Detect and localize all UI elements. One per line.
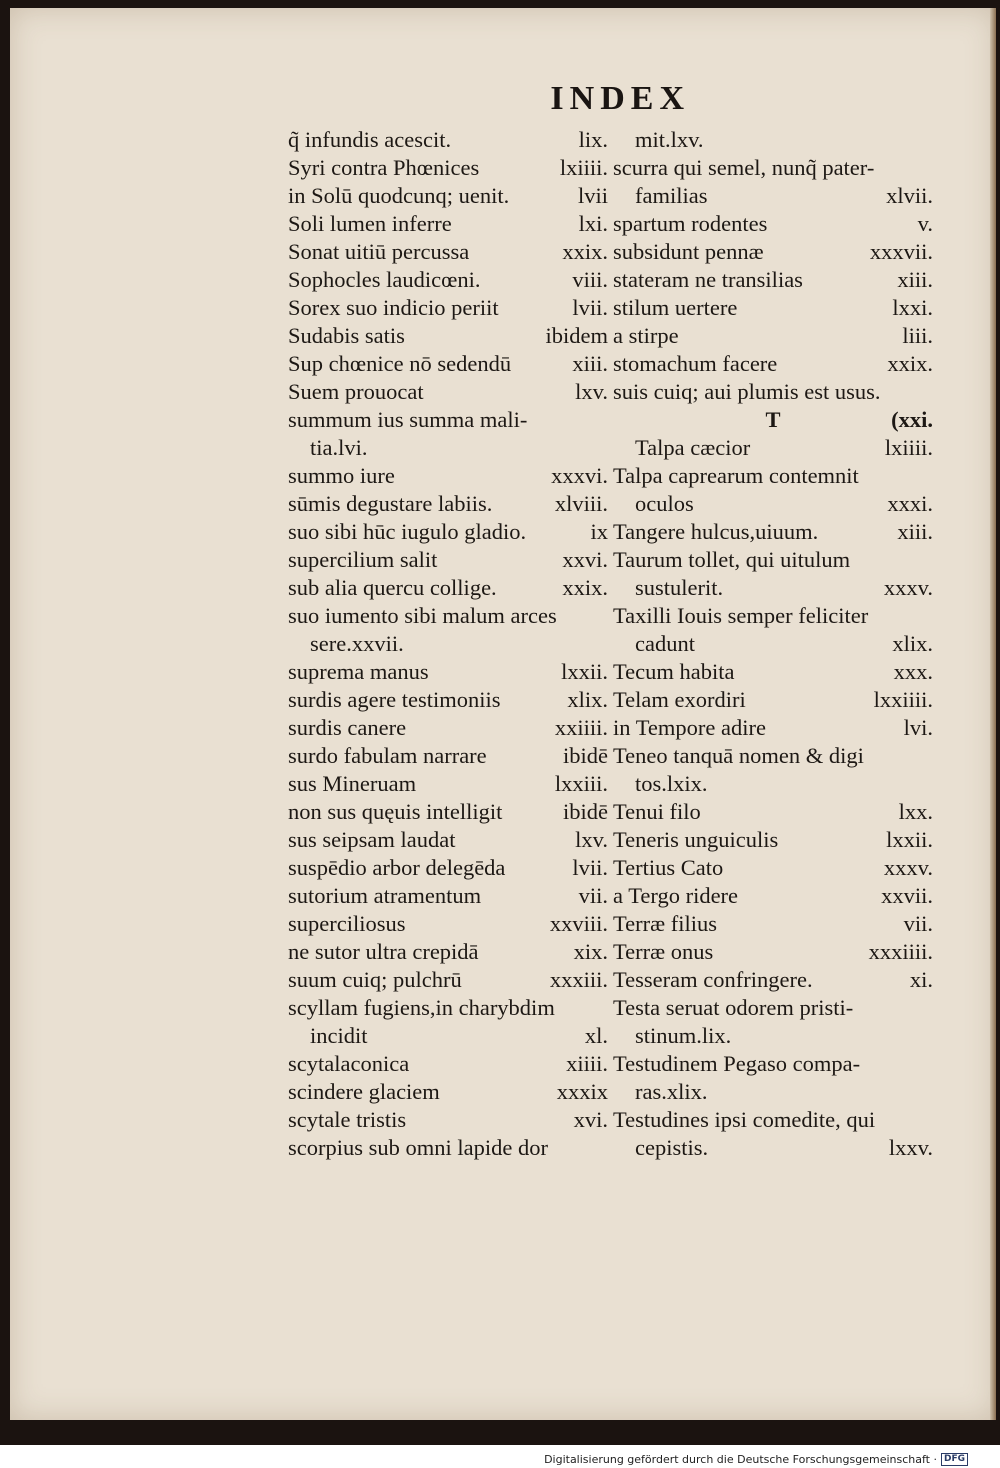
entry-text: scindere glaciem (288, 1079, 440, 1104)
index-entry (613, 350, 933, 378)
entry-text: Tenui filo (613, 799, 701, 824)
entry-text: a Tergo ridere (613, 883, 739, 908)
index-entry (288, 182, 608, 210)
entry-text: Testa seruat odorem pristi- (613, 995, 854, 1020)
index-entry (288, 238, 608, 266)
entry-text: Syri contra Phœnices (288, 155, 480, 180)
entry-ref: xxxix (556, 1079, 608, 1104)
entry-text: tos.lxix. (635, 771, 708, 796)
entry-text: summum ius summa mali- (288, 407, 528, 432)
entry-ref: xiii. (572, 351, 608, 376)
page-edge (990, 8, 996, 1420)
dfg-logo: DFG (941, 1453, 968, 1466)
index-entry (288, 882, 608, 910)
entry-ref: lvii. (572, 855, 608, 880)
entry-text: Sup chœnice nō sedendū (288, 351, 512, 376)
entry-ref: v. (917, 211, 933, 236)
entry-text: sub alia quercu collige. (288, 575, 497, 600)
index-entry (288, 826, 608, 854)
entry-text: Terræ onus (613, 939, 714, 964)
entry-text: scytale tristis (288, 1107, 407, 1132)
entry-ref: lvii (577, 183, 608, 208)
entry-text: stinum.lix. (635, 1023, 732, 1048)
index-entry (613, 518, 933, 546)
index-entry (613, 1050, 933, 1078)
entry-text: oculos (635, 491, 694, 516)
entry-ref: xlix. (567, 687, 608, 712)
entry-text: in Tempore adire (613, 715, 766, 740)
entry-text: Teneris unguiculis (613, 827, 779, 852)
entry-ref: lxi. (578, 211, 608, 236)
index-entry (288, 994, 608, 1022)
entry-text: Tangere hulcus,uiuum. (613, 519, 819, 544)
entry-text: suspēdio arbor delegēda (288, 855, 506, 880)
index-entry (288, 378, 608, 406)
entry-text: scyllam fugiens,in charybdim (288, 995, 555, 1020)
entry-ref: xxxvi. (551, 463, 608, 488)
entry-ref: xlviii. (554, 491, 608, 516)
entry-text: Sorex suo indicio periit (288, 295, 499, 320)
entry-text: subsidunt pennæ (613, 239, 764, 264)
entry-ref: xl. (584, 1023, 608, 1048)
index-entry (288, 658, 608, 686)
index-entry (288, 770, 608, 798)
entry-text: ras.xlix. (635, 1079, 708, 1104)
entry-ref: xxxiiii. (868, 939, 933, 964)
entry-text: spartum rodentes (613, 211, 768, 236)
index-entry (613, 434, 933, 462)
entry-text: suum cuiq; pulchrū (288, 967, 462, 992)
entry-ref: lix. (578, 127, 608, 152)
entry-text: T (765, 407, 781, 432)
entry-text: Suem prouocat (288, 379, 424, 404)
index-entry (288, 294, 608, 322)
entry-text: suo iumento sibi malum arces (288, 603, 557, 628)
index-entry (613, 714, 933, 742)
index-entry (613, 322, 933, 350)
entry-ref: xxxv. (883, 855, 933, 880)
index-entry (288, 210, 608, 238)
index-entry (288, 910, 608, 938)
entry-ref: lxxii. (886, 827, 933, 852)
entry-text: mit.lxv. (635, 127, 704, 152)
index-entry (288, 462, 608, 490)
index-entry (288, 266, 608, 294)
entry-text: suis cuiq; aui plumis est usus. (613, 379, 881, 404)
index-entry (613, 154, 933, 182)
entry-ref: xxviii. (549, 911, 608, 936)
entry-ref: lxx. (898, 799, 933, 824)
entry-text: Taxilli Iouis semper feliciter (613, 603, 869, 628)
entry-text: Terræ filius (613, 911, 718, 936)
entry-ref: xvi. (573, 1107, 608, 1132)
entry-text: Sudabis satis (288, 323, 405, 348)
entry-text: ne sutor ultra crepidā (288, 939, 479, 964)
entry-ref: vii. (578, 883, 608, 908)
entry-text: Sophocles laudicœni. (288, 267, 481, 292)
index-entry (288, 742, 608, 770)
entry-text: Testudinem Pegaso compa- (613, 1051, 861, 1076)
entry-ref: lxiiii. (884, 435, 933, 460)
index-entry (613, 798, 933, 826)
entry-text: sus seipsam laudat (288, 827, 456, 852)
index-entry (613, 994, 933, 1022)
index-entry (288, 630, 608, 658)
index-column-right (613, 126, 933, 1162)
index-entry (613, 966, 933, 994)
entry-text: in Solū quodcunq; uenit. (288, 183, 510, 208)
entry-text: sūmis degustare labiis. (288, 491, 493, 516)
index-entry (613, 378, 933, 406)
entry-ref: xxix. (562, 239, 608, 264)
entry-text: supercilium salit (288, 547, 438, 572)
index-entry (613, 210, 933, 238)
entry-text: Tertius Cato (613, 855, 724, 880)
entry-text: summo iure (288, 463, 395, 488)
entry-text: surdis agere testimoniis (288, 687, 501, 712)
index-entry (288, 546, 608, 574)
index-entry (613, 406, 933, 434)
index-entry (288, 518, 608, 546)
entry-ref: viii. (572, 267, 608, 292)
entry-ref: xxxiii. (549, 967, 608, 992)
entry-ref: lxxii. (561, 659, 608, 684)
entry-ref: ibidē (563, 799, 608, 824)
entry-ref: xi. (909, 967, 933, 992)
entry-ref: lxxiii. (554, 771, 608, 796)
index-entry (613, 910, 933, 938)
entry-ref: lvii. (572, 295, 608, 320)
entry-ref: xiii. (897, 267, 933, 292)
index-entry (288, 714, 608, 742)
entry-text: Tesseram confringere. (613, 967, 813, 992)
index-entry (613, 266, 933, 294)
index-entry (613, 182, 933, 210)
index-column-left (288, 126, 608, 1162)
entry-text: cepistis. (635, 1135, 709, 1160)
index-entry (613, 294, 933, 322)
entry-text: Taurum tollet, qui uitulum (613, 547, 851, 572)
index-entry (613, 658, 933, 686)
entry-text: cadunt (635, 631, 695, 656)
entry-ref: lxv. (575, 827, 608, 852)
entry-text: Sonat uitiū percussa (288, 239, 470, 264)
index-entry (613, 490, 933, 518)
entry-text: surdo fabulam narrare (288, 743, 487, 768)
entry-text: stilum uertere (613, 295, 738, 320)
entry-text: Talpa cæcior (635, 435, 751, 460)
entry-text: Talpa caprearum contemnit (613, 463, 859, 488)
entry-ref: ibidē (563, 743, 608, 768)
entry-text: q̃ infundis acescit. (288, 127, 452, 152)
index-entry (288, 154, 608, 182)
index-entry (288, 1134, 608, 1162)
book-page (10, 8, 996, 1420)
entry-text: sustulerit. (635, 575, 724, 600)
index-entry (288, 966, 608, 994)
index-entry (288, 854, 608, 882)
entry-text: familias (635, 183, 708, 208)
entry-ref: xxiiii. (554, 715, 608, 740)
index-entry (613, 938, 933, 966)
index-entry (613, 686, 933, 714)
index-entry (613, 826, 933, 854)
index-entry (613, 238, 933, 266)
entry-text: stateram ne transilias (613, 267, 803, 292)
index-entry (613, 1106, 933, 1134)
entry-ref: (xxi. (891, 407, 933, 432)
index-entry (288, 126, 608, 154)
entry-text: Teneo tanquā nomen & digi (613, 743, 864, 768)
index-entry (613, 1134, 933, 1162)
entry-ref: ix (590, 519, 608, 544)
index-entry (613, 462, 933, 490)
entry-ref: xxxvii. (869, 239, 933, 264)
index-entry (288, 490, 608, 518)
entry-text: suprema manus (288, 659, 429, 684)
entry-text: Testudines ipsi comedite, qui (613, 1107, 876, 1132)
index-entry (613, 770, 933, 798)
entry-ref: vii. (903, 911, 933, 936)
entry-text: suo sibi hūc iugulo gladio. (288, 519, 527, 544)
entry-ref: lxv. (575, 379, 608, 404)
entry-ref: xxxi. (887, 491, 933, 516)
entry-ref: xiii. (897, 519, 933, 544)
index-entry (613, 742, 933, 770)
entry-text: sutorium atramentum (288, 883, 482, 908)
index-entry (613, 882, 933, 910)
entry-ref: lxxv. (888, 1135, 933, 1160)
entry-ref: xxx. (893, 659, 933, 684)
entry-text: a stirpe (613, 323, 679, 348)
entry-ref: xiiii. (566, 1051, 608, 1076)
index-entry (288, 798, 608, 826)
entry-ref: liii. (902, 323, 933, 348)
entry-text: superciliosus (288, 911, 406, 936)
entry-ref: lxxi. (892, 295, 933, 320)
entry-text: scytalaconica (288, 1051, 410, 1076)
entry-text: Telam exordiri (613, 687, 746, 712)
entry-text: scorpius sub omni lapide dor (288, 1135, 548, 1160)
index-entry (288, 1022, 608, 1050)
index-entry (288, 1078, 608, 1106)
index-entry (613, 546, 933, 574)
entry-text: Tecum habita (613, 659, 735, 684)
entry-ref: xix. (573, 939, 608, 964)
entry-ref: lxxiiii. (873, 687, 933, 712)
index-entry (613, 602, 933, 630)
index-entry (613, 126, 933, 154)
index-entry (288, 938, 608, 966)
index-entry (613, 854, 933, 882)
entry-ref: lvi. (903, 715, 933, 740)
entry-text: sere.xxvii. (310, 631, 404, 656)
index-entry (613, 630, 933, 658)
index-entry (288, 602, 608, 630)
index-entry (613, 1022, 933, 1050)
entry-ref: xlvii. (886, 183, 933, 208)
entry-text: Soli lumen inferre (288, 211, 452, 236)
entry-ref: xxvii. (881, 883, 933, 908)
index-entry (288, 406, 608, 434)
index-entry (288, 434, 608, 462)
entry-ref: xxxv. (883, 575, 933, 600)
entry-text: surdis canere (288, 715, 407, 740)
index-entry (288, 686, 608, 714)
index-entry (288, 322, 608, 350)
entry-ref: xxvi. (562, 547, 608, 572)
index-entry (288, 1050, 608, 1078)
index-entry (613, 574, 933, 602)
digitization-footer (544, 1453, 968, 1466)
entry-text: stomachum facere (613, 351, 778, 376)
index-entry (613, 1078, 933, 1106)
entry-text: incidit (310, 1023, 368, 1048)
entry-ref: xxix. (562, 575, 608, 600)
entry-ref: xlix. (892, 631, 933, 656)
entry-ref: lxiiii. (559, 155, 608, 180)
entry-ref: xxix. (887, 351, 933, 376)
entry-ref: ibidem (545, 323, 608, 348)
footer-credit: Digitalisierung gefördert durch die Deutsche Forschungsgemeinschaft · (544, 1453, 937, 1466)
entry-text: scurra qui semel, nunq̃ pater- (613, 155, 875, 180)
entry-text: tia.lvi. (310, 435, 368, 460)
entry-text: non sus quęuis intelligit (288, 799, 503, 824)
index-entry (288, 1106, 608, 1134)
index-entry (288, 350, 608, 378)
index-entry (288, 574, 608, 602)
running-head: INDEX (550, 80, 690, 117)
entry-text: sus Mineruam (288, 771, 417, 796)
